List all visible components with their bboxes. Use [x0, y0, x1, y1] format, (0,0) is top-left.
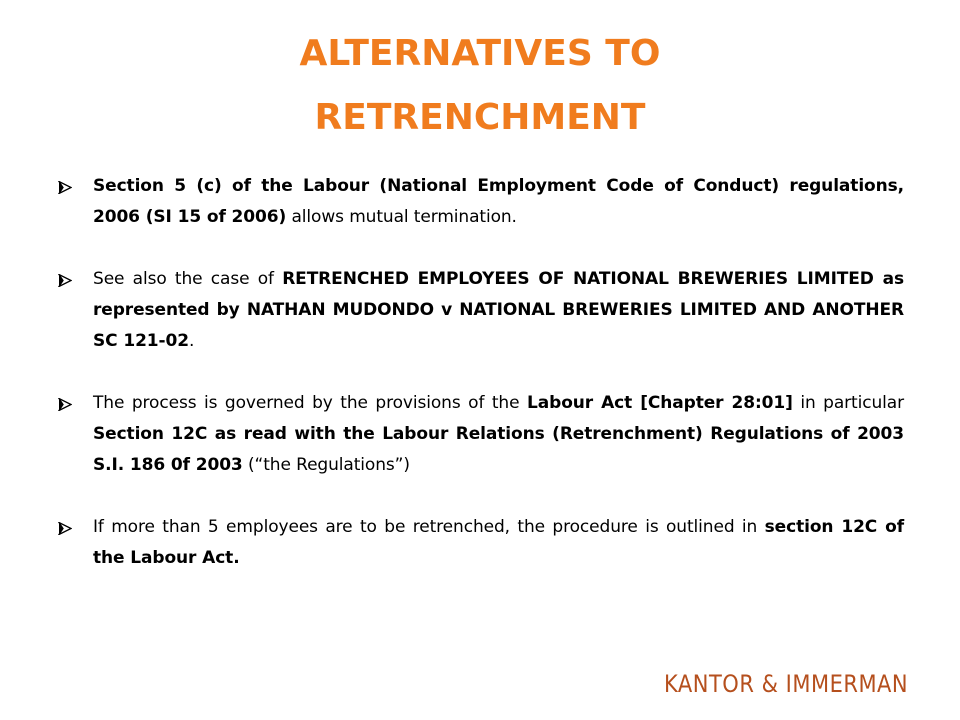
- bullet-text: The process is governed by the provisions of the: [93, 393, 528, 413]
- bullet-text: If more than 5 employees are to be retrenched, the procedure is outlined in: [93, 517, 765, 537]
- bullet-list: [58, 171, 904, 574]
- arrow-bullet-icon: [58, 274, 72, 287]
- bullet-text: in particular: [792, 393, 904, 413]
- bullet-item-procedure: [58, 512, 904, 574]
- bullet-text: (“the Regulations”): [242, 455, 410, 475]
- bullet-text: section 12C of the Labour Act.: [93, 517, 904, 568]
- bullet-text: allows mutual termination.: [286, 207, 517, 227]
- bullet-item-governing-provisions: [58, 388, 904, 481]
- arrow-bullet-icon: [58, 522, 72, 535]
- title-line-1: ALTERNATIVES TO: [299, 33, 661, 74]
- company-logo: KANTOR & IMMERMAN: [664, 670, 909, 698]
- bullet-text: .: [188, 331, 195, 351]
- arrow-bullet-icon: [58, 181, 72, 194]
- title-line-2: RETRENCHMENT: [314, 97, 646, 138]
- bullet-text: Labour Act [Chapter 28:01]: [527, 393, 793, 413]
- bullet-text: RETRENCHED EMPLOYEES OF NATIONAL BREWERIES LIMITED as represented by NATHAN MUDONDO v NATIONAL BREWERIES LIMITED AND ANOTHER SC 121-02: [93, 269, 904, 351]
- arrow-bullet-icon: [58, 398, 72, 411]
- bullet-text: Section 12C as read with the Labour Relations (Retrenchment) Regulations of 2003 S.I. 186 0f 2003: [93, 424, 904, 475]
- bullet-item-mutual-termination: [58, 171, 904, 233]
- bullet-item-case-reference: [58, 264, 904, 357]
- bullet-text: See also the case of: [93, 269, 283, 289]
- page-title: [0, 22, 960, 150]
- bullet-text: Section 5 (c) of the Labour (National Employment Code of Conduct) regulations, 2006 (SI 15 of 2006): [93, 176, 904, 227]
